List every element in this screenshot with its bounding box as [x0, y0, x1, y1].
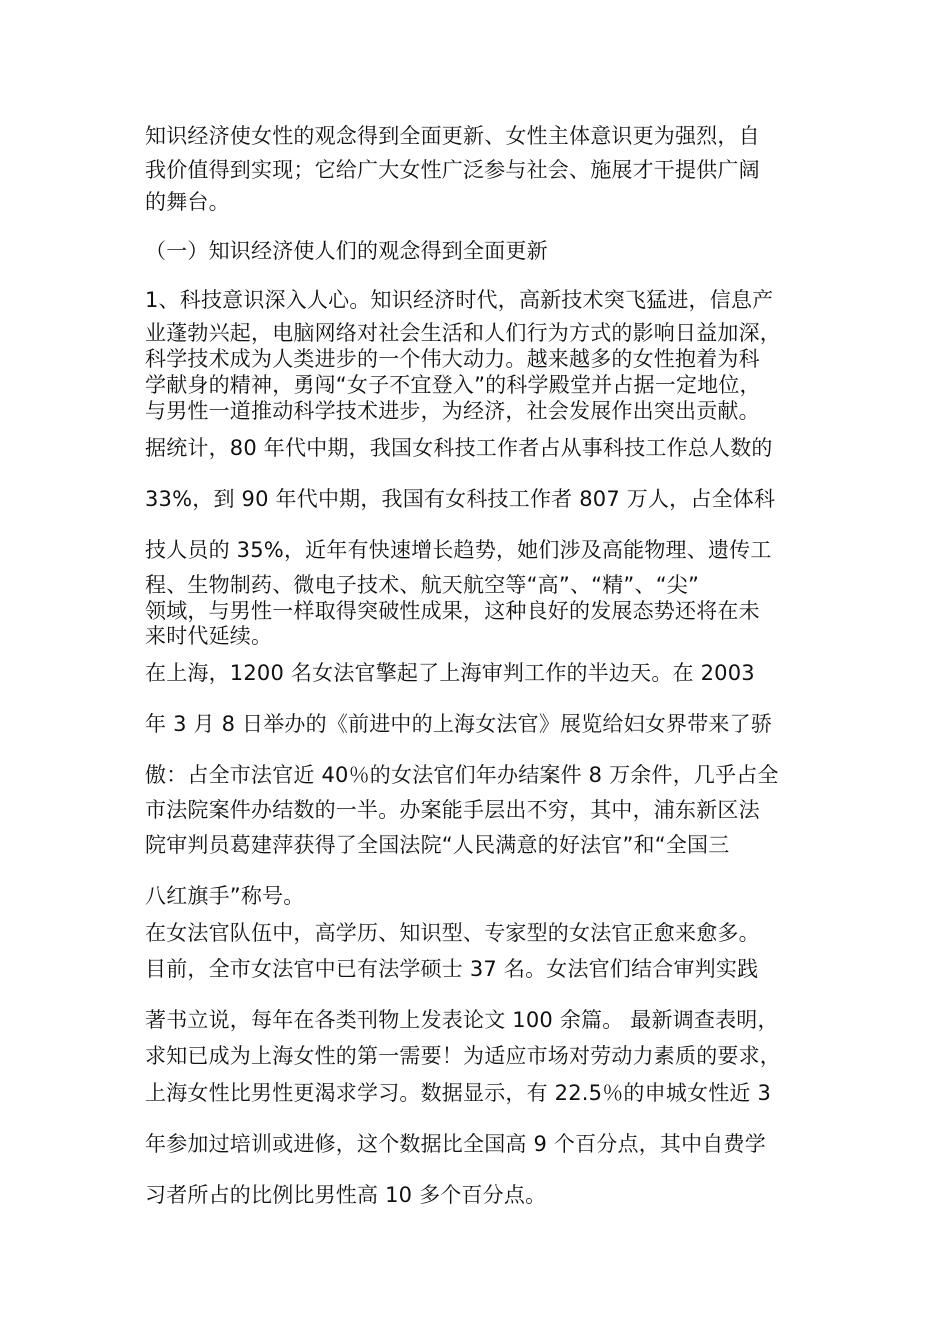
text-line: 来时代延续。 — [145, 624, 273, 648]
text-line: 习者所占的比例比男性高 10 多个百分点。 — [145, 1183, 547, 1207]
text-line: 年 3 月 8 日举办的《前进中的上海女法官》展览给妇女界带来了骄 — [145, 712, 773, 736]
text-line: 在上海，1200 名女法官擎起了上海审判工作的半边天。在 2003 — [145, 661, 755, 685]
text-line: 的舞台。 — [145, 190, 230, 214]
text-line: 市法院案件办结数的一半。办案能手层出不穷，其中，浦东新区法 — [145, 798, 760, 822]
text-line: 上海女性比男性更渴求学习。数据显示，有 22.5％的申城女性近 3 — [145, 1081, 772, 1105]
text-line: 与男性一道推动科学技术进步，为经济，社会发展作出突出贡献。 — [145, 399, 760, 423]
section-heading: （一）知识经济使人们的观念得到全面更新 — [145, 239, 548, 263]
text-line: 我价值得到实现；它给广大女性广泛参与社会、施展才干提供广阔 — [145, 158, 760, 182]
text-line: 据统计，80 年代中期，我国女科技工作者占从事科技工作总人数的 — [145, 436, 773, 460]
text-line: 技人员的 35%，近年有快速增长趋势，她们涉及高能物理、遗传工 — [145, 538, 772, 562]
text-line: 程、生物制药、微电子技术、航天航空等“高”、“精”、“尖” — [145, 573, 700, 597]
text-line: 年参加过培训或进修，这个数据比全国高 9 个百分点，其中自费学 — [145, 1132, 766, 1156]
text-line: 傲：占全市法官近 40％的女法官们年办结案件 8 万余件，几乎占全 — [145, 763, 779, 787]
text-line: 学献身的精神，勇闯“女子不宜登入”的科学殿堂并占据一定地位， — [145, 373, 761, 397]
text-line: 1、科技意识深入人心。知识经济时代，高新技术突飞猛进，信息产 — [145, 288, 774, 312]
text-line: 目前，全市女法官中已有法学硕士 37 名。女法官们结合审判实践 — [145, 957, 759, 981]
text-line: 八红旗手”称号。 — [145, 884, 305, 908]
text-line: 33%，到 90 年代中期，我国有女科技工作者 807 万人，占全体科 — [145, 487, 776, 511]
text-line: 知识经济使女性的观念得到全面更新、女性主体意识更为强烈，自 — [145, 124, 760, 148]
text-line: 求知已成为上海女性的第一需要！为适应市场对劳动力素质的要求， — [145, 1044, 781, 1068]
text-line: 领域，与男性一样取得突破性成果，这种良好的发展态势还将在未 — [145, 599, 760, 623]
text-line: 科学技术成为人类进步的一个伟大动力。越来越多的女性抱着为科 — [145, 347, 760, 371]
text-line: 业蓬勃兴起，电脑网络对社会生活和人们行为方式的影响日益加深， — [145, 321, 781, 345]
text-line: 著书立说，每年在各类刊物上发表论文 100 余篇。 最新调查表明， — [145, 1008, 779, 1032]
text-line: 院审判员葛建萍获得了全国法院“人民满意的好法官”和“全国三 — [145, 833, 730, 857]
text-line: 在女法官队伍中，高学历、知识型、专家型的女法官正愈来愈多。 — [145, 921, 760, 945]
